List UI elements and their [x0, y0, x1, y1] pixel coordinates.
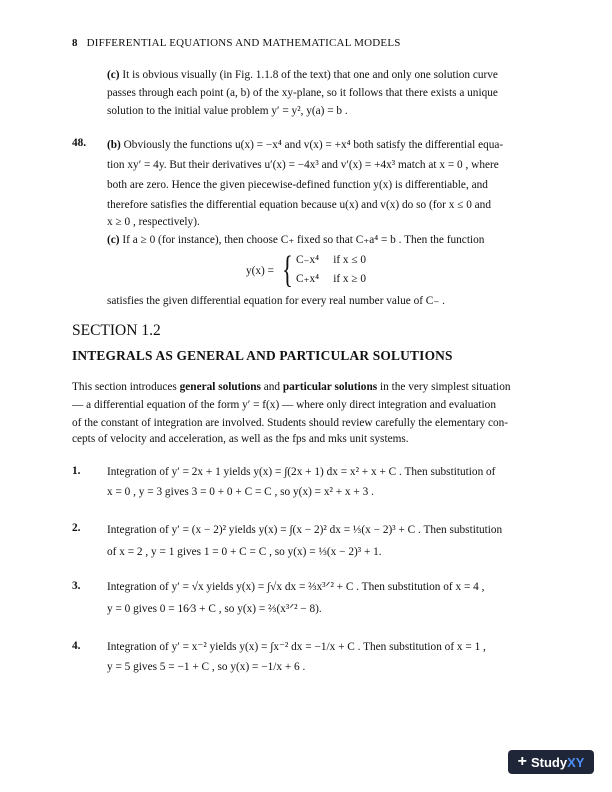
problem-1-line1: Integration of y′ = 2x + 1 yields y(x) = ∫(2x + 1) dx = x² + x + C . Then substitution of — [107, 466, 496, 478]
studyxy-logo[interactable]: + Study XY — [508, 750, 594, 774]
prev-part-c-line2: passes through each point (a, b) of the xy-plane, so it follows that there exists a unique — [107, 87, 498, 99]
p48-line6: (c) If a ≥ 0 (for instance), then choose C₊ fixed so that C₊a⁴ = b . Then the function — [107, 234, 485, 246]
section-title: SECTION 1.2 — [72, 322, 161, 339]
prev-part-c-line3: solution to the initial value problem y′ = y², y(a) = b . — [107, 105, 348, 117]
term-particular-solutions: particular solutions — [282, 381, 378, 393]
p48-line7: satisfies the given differential equation for every real number value of C₋ . — [107, 295, 445, 307]
intro-line4: cepts of velocity and acceleration, as well as the fps and mks unit systems. — [72, 433, 409, 445]
section-subtitle: INTEGRALS AS GENERAL AND PARTICULAR SOLUTIONS — [72, 348, 453, 363]
problem-number: 2. — [72, 522, 81, 534]
problem-number: 4. — [72, 640, 81, 652]
problem-3-line2: y = 0 gives 0 = 16⁄3 + C , so y(x) = ⅔(x³ᐟ² − 8). — [107, 603, 322, 615]
problem-4-line2: y = 5 gives 5 = −1 + C , so y(x) = −1/x + 6 . — [107, 661, 306, 673]
part-label: (c) — [107, 234, 120, 246]
problem-3-line1: Integration of y′ = √x yields y(x) = ∫√x dx = ⅔x³ᐟ² + C . Then substitution of x = 4 , — [107, 581, 485, 593]
problem-number: 1. — [72, 465, 81, 477]
p48-line3: both are zero. Hence the given piecewise-defined function y(x) is differentiable, and — [107, 179, 488, 191]
page-number: 8 — [72, 37, 78, 49]
intro-line1: This section introduces general solutions and particular solutions in the very simplest situation — [72, 381, 511, 393]
p48-line5: x ≥ 0 , respectively). — [107, 216, 200, 228]
problem-2-line2: of x = 2 , y = 1 gives 1 = 0 + C = C , so y(x) = ⅓(x − 2)³ + 1. — [107, 546, 382, 558]
term-general-solutions: general solutions — [179, 381, 261, 393]
intro-line2: — a differential equation of the form y′ = f(x) — where only direct integration and evaluation — [72, 399, 496, 411]
header-title: DIFFERENTIAL EQUATIONS AND MATHEMATICAL MODELS — [86, 37, 401, 49]
piecewise-case-1: C₋x⁴ if x ≤ 0 — [296, 254, 367, 266]
prev-part-c-line1: (c) It is obvious visually (in Fig. 1.1.8 of the text) that one and only one solution curve — [107, 69, 498, 81]
part-label: (c) — [107, 69, 120, 81]
piecewise-case-2: C₊x⁴ if x ≥ 0 — [296, 273, 367, 285]
p48-line1: (b) Obviously the functions u(x) = −x⁴ and v(x) = +x⁴ both satisfy the differential equa- — [107, 139, 504, 151]
part-label: (b) — [107, 139, 121, 151]
problem-number: 3. — [72, 580, 81, 592]
problem-2-line1: Integration of y′ = (x − 2)² yields y(x) = ∫(x − 2)² dx = ⅓(x − 2)³ + C . Then substitution — [107, 524, 503, 536]
piecewise-brace: { — [282, 249, 293, 291]
problem-4-line1: Integration of y′ = x⁻² yields y(x) = ∫x⁻² dx = −1/x + C . Then substitution of x = 1 , — [107, 641, 486, 653]
piecewise-lhs: y(x) = — [246, 265, 275, 277]
p48-line2: tion xy′ = 4y. But their derivatives u′(x) = −4x³ and v′(x) = +4x³ match at x = 0 , where — [107, 159, 499, 171]
p48-line4: therefore satisfies the differential equation because u(x) and v(x) do so (for x ≤ 0 and — [107, 199, 491, 211]
running-header — [72, 37, 401, 49]
intro-line3: of the constant of integration are involved. Students should review carefully the elementary con- — [72, 417, 509, 429]
plus-icon: + — [517, 753, 527, 770]
problem-number: 48. — [72, 137, 87, 149]
problem-1-line2: x = 0 , y = 3 gives 3 = 0 + 0 + C = C , so y(x) = x² + x + 3 . — [107, 486, 374, 498]
